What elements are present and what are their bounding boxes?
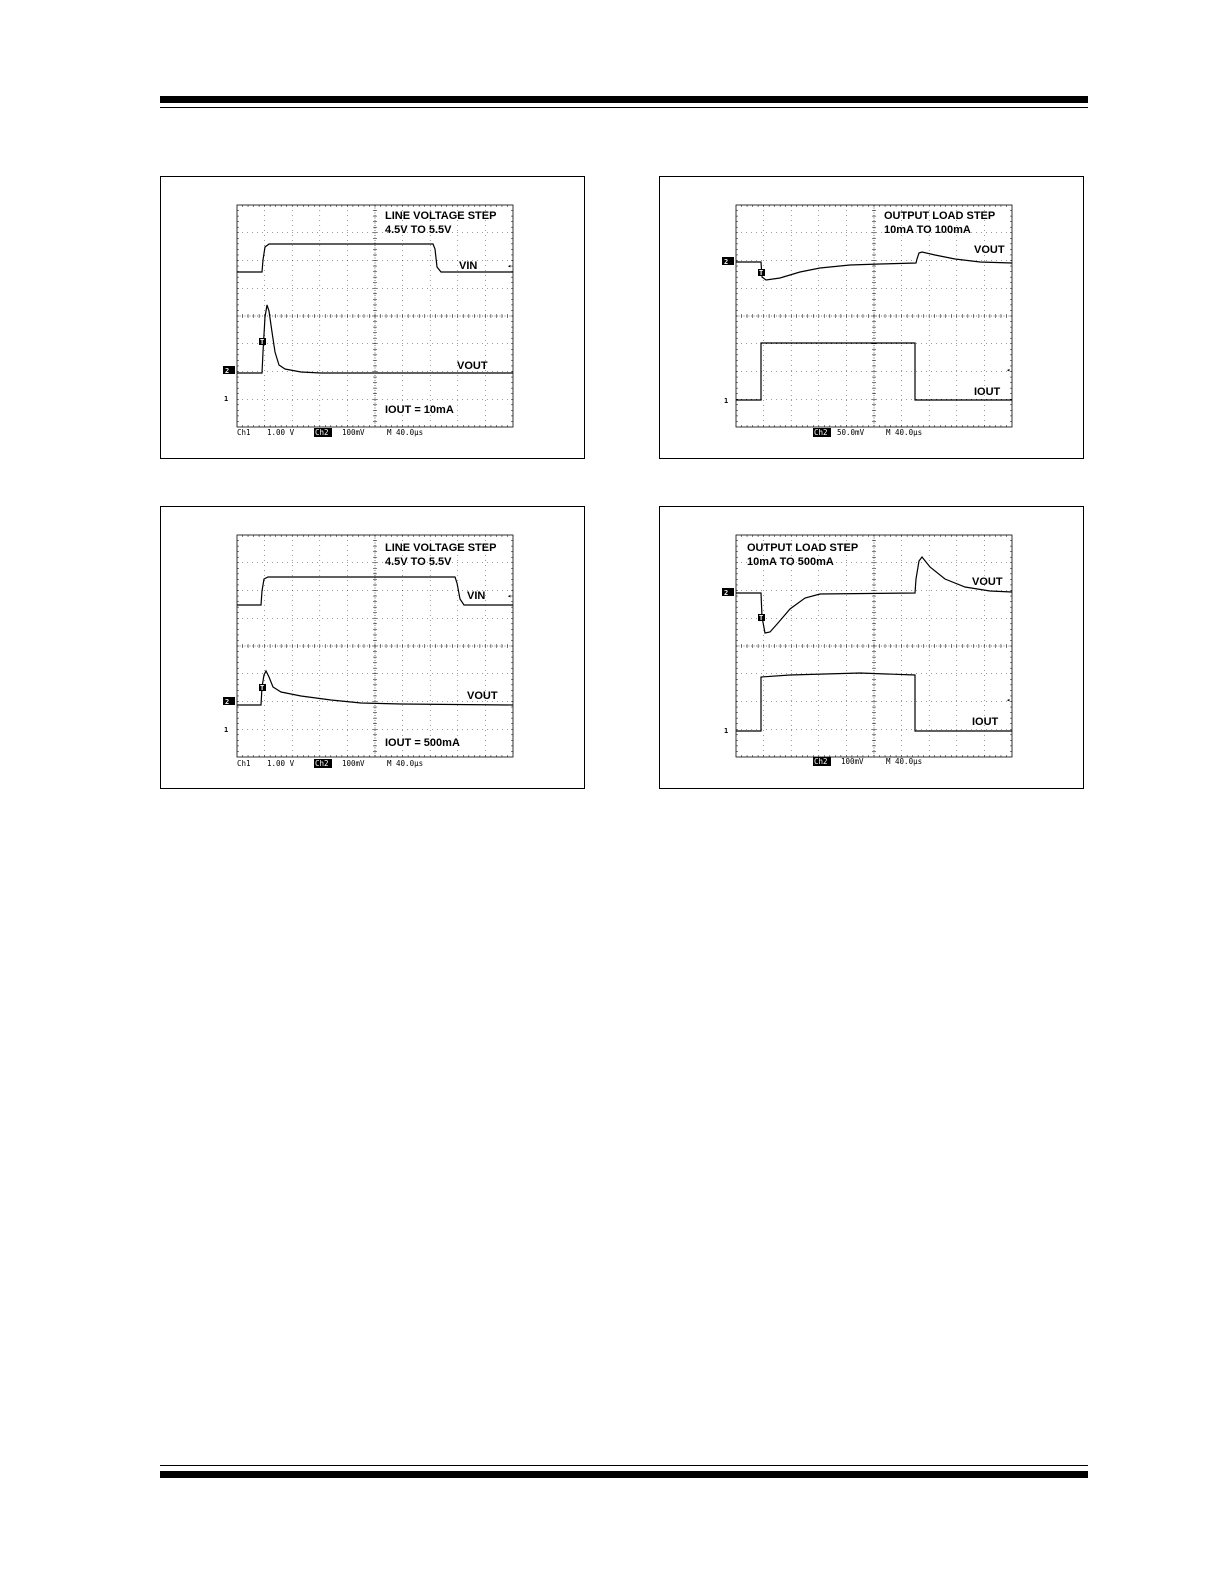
status-ch2-label: Ch2 <box>814 757 828 766</box>
trigger-marker: T <box>260 338 265 346</box>
trace-label-vout: VOUT <box>467 690 498 702</box>
scope-title-line2: 10mA TO 100mA <box>884 224 971 236</box>
status-ch2-scale: 100mV <box>841 757 864 766</box>
status-timebase: M 40.0μs <box>886 428 923 437</box>
iout-trace <box>736 673 1012 731</box>
trace-label-iout: IOUT <box>974 386 1001 398</box>
ch1-ref-marker: 1 <box>724 727 729 735</box>
status-ch2-label: Ch2 <box>315 759 329 768</box>
trace-label-vout: VOUT <box>457 360 488 372</box>
scope-title-line2: 4.5V TO 5.5V <box>385 556 452 568</box>
ch1-ref-marker: 1 <box>724 397 729 405</box>
ch2-ref-marker: 2 <box>225 698 230 706</box>
scope-note: IOUT = 10mA <box>385 404 454 416</box>
status-ch2-label: Ch2 <box>315 428 329 437</box>
scope-title-line1: OUTPUT LOAD STEP <box>884 210 996 222</box>
status-ch2-scale: 50.0mV <box>837 428 865 437</box>
footer-rule-thin <box>160 1465 1088 1466</box>
scope-screen <box>161 177 586 460</box>
status-ch2-label: Ch2 <box>814 428 828 437</box>
scope-screen <box>660 507 1085 790</box>
header-rule-thin <box>160 107 1088 108</box>
trigger-marker: T <box>759 614 764 622</box>
status-timebase: M 40.0μs <box>387 428 424 437</box>
header-rule-thick <box>160 96 1088 103</box>
ch2-ref-marker: 2 <box>225 367 230 375</box>
status-ch1-label: Ch1 <box>237 759 251 768</box>
scope-screen <box>161 507 586 790</box>
scope-grid <box>237 535 513 757</box>
status-ch1-scale: 1.00 V <box>267 428 295 437</box>
scope-panel-line-step-10ma <box>160 176 585 459</box>
scope-title-line1: LINE VOLTAGE STEP <box>385 210 497 222</box>
ch1-ref-arrow: ◂ <box>1006 696 1011 704</box>
scope-title-line1: LINE VOLTAGE STEP <box>385 542 497 554</box>
footer-rule-thick <box>160 1471 1088 1478</box>
ch1-ref-arrow: ◂ <box>507 592 512 600</box>
scope-title-line2: 10mA TO 500mA <box>747 556 834 568</box>
ch2-ref-marker: 2 <box>724 589 729 597</box>
status-ch2-scale: 100mV <box>342 759 365 768</box>
scope-grid <box>736 535 1012 757</box>
ch1-ref-marker: 1 <box>224 395 229 403</box>
status-ch1-scale: 1.00 V <box>267 759 295 768</box>
scope-note: IOUT = 500mA <box>385 737 460 749</box>
trace-label-vin: VIN <box>467 590 486 602</box>
status-ch1-label: Ch1 <box>237 428 251 437</box>
scope-grid <box>237 205 513 427</box>
ch1-ref-arrow: ◂ <box>1006 366 1011 374</box>
trace-label-vin: VIN <box>459 260 478 272</box>
scope-screen <box>660 177 1085 460</box>
ch1-ref-arrow: ◂ <box>507 262 512 270</box>
trace-label-vout: VOUT <box>974 244 1005 256</box>
trigger-marker: T <box>759 269 764 277</box>
scope-title-line1: OUTPUT LOAD STEP <box>747 542 859 554</box>
trace-label-vout: VOUT <box>972 576 1003 588</box>
scope-panel-load-step-100ma <box>659 176 1084 459</box>
status-ch2-scale: 100mV <box>342 428 365 437</box>
trace-label-iout: IOUT <box>972 716 999 728</box>
scope-panel-load-step-500ma <box>659 506 1084 789</box>
status-timebase: M 40.0μs <box>886 757 923 766</box>
trigger-marker: T <box>260 684 265 692</box>
scope-panel-line-step-500ma <box>160 506 585 789</box>
ch1-ref-marker: 1 <box>224 726 229 734</box>
scope-title-line2: 4.5V TO 5.5V <box>385 224 452 236</box>
ch2-ref-marker: 2 <box>724 258 729 266</box>
status-timebase: M 40.0μs <box>387 759 424 768</box>
scope-grid <box>736 205 1012 427</box>
